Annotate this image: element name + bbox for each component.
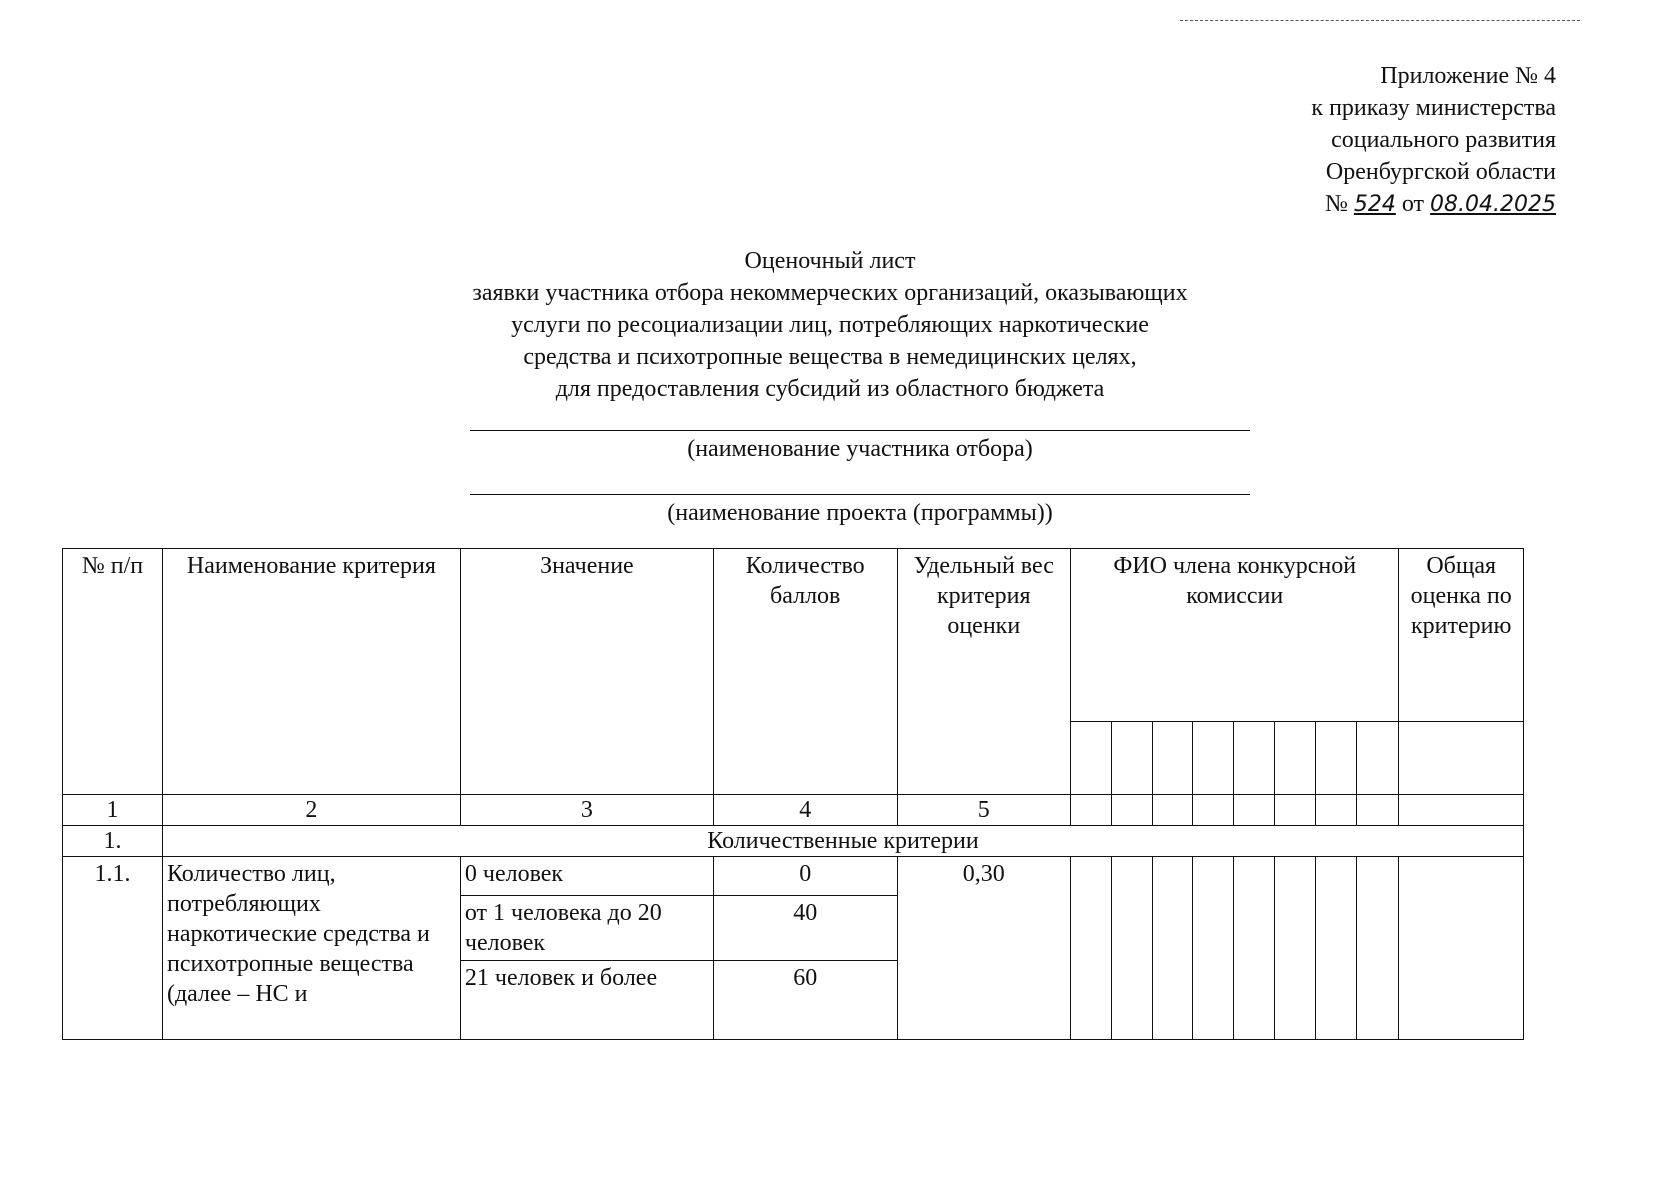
commission-cell (1193, 722, 1234, 795)
option-points: 40 (713, 896, 897, 961)
criterion-name-cell (162, 857, 460, 1040)
commission-cell (1152, 722, 1193, 795)
appendix-block (1311, 60, 1556, 221)
commission-cell (1111, 795, 1152, 826)
commission-cell (1193, 857, 1234, 1040)
order-date-value: 08.04.2025 (1430, 192, 1556, 217)
option-points: 60 (713, 961, 897, 1040)
order-number-label: № (1324, 191, 1348, 217)
option-points: 0 (713, 857, 897, 896)
criterion-row (63, 857, 1524, 896)
option-value: 21 человек и более (460, 961, 713, 1040)
header-weight: Удельный вес критерия оценки (897, 549, 1070, 795)
appendix-line-4: Оренбургской области (1325, 159, 1556, 185)
commission-cell (1070, 857, 1111, 1040)
appendix-line-3: социального развития (1331, 127, 1556, 153)
header-num: № п/п (63, 549, 163, 795)
commission-cell (1234, 857, 1275, 1040)
col-number: 4 (713, 795, 897, 826)
order-number-line (1311, 188, 1556, 221)
project-fill-line (470, 494, 1250, 495)
total-cell (1399, 857, 1524, 1040)
column-number-row (63, 795, 1524, 826)
title-line-3: услуги по ресоциализации лиц, потребляющих наркотические (511, 312, 1149, 338)
order-date-label: от (1401, 191, 1425, 217)
criterion-number: 1.1. (63, 857, 163, 1040)
commission-cell (1274, 722, 1315, 795)
section-title: Количественные критерии (162, 826, 1523, 857)
total-cell (1399, 795, 1524, 826)
header-value: Значение (460, 549, 713, 795)
commission-cell (1070, 722, 1111, 795)
col-number: 1 (63, 795, 163, 826)
commission-cell (1234, 795, 1275, 826)
col-number: 5 (897, 795, 1070, 826)
criterion-name: Количество лиц, потребляющих наркотические средства и психотропные вещества (далее – НС и (166, 861, 430, 1007)
commission-cell (1315, 722, 1356, 795)
appendix-line-1: Приложение № 4 (1380, 63, 1556, 89)
commission-cell (1111, 722, 1152, 795)
document-title (330, 245, 1330, 405)
order-number-value: 524 (1353, 192, 1396, 217)
table-header-row (63, 549, 1524, 722)
commission-cell (1070, 795, 1111, 826)
commission-cell (1152, 795, 1193, 826)
header-criterion: Наименование критерия (162, 549, 460, 795)
header-commission: ФИО члена конкурсной комиссии (1070, 549, 1398, 722)
appendix-line-2: к приказу министерства (1311, 95, 1556, 121)
commission-cell (1315, 857, 1356, 1040)
total-subcell (1399, 722, 1524, 795)
commission-cell (1356, 722, 1399, 795)
criterion-weight: 0,30 (897, 857, 1070, 1040)
section-number: 1. (63, 826, 163, 857)
section-row (63, 826, 1524, 857)
title-line-1: Оценочный лист (744, 248, 916, 274)
title-line-5: для предоставления субсидий из областного бюджета (555, 376, 1105, 402)
evaluation-table (62, 548, 1524, 1040)
commission-cell (1315, 795, 1356, 826)
scan-artifact-line (1180, 20, 1580, 21)
col-number: 2 (162, 795, 460, 826)
commission-cell (1234, 722, 1275, 795)
participant-fill-line (470, 430, 1250, 431)
commission-cell (1356, 857, 1399, 1040)
participant-caption: (наименование участника отбора) (687, 436, 1033, 462)
commission-cell (1274, 795, 1315, 826)
commission-cell (1152, 857, 1193, 1040)
title-line-4: средства и психотропные вещества в немедицинских целях, (523, 344, 1137, 370)
header-points: Количество баллов (713, 549, 897, 795)
commission-cell (1274, 857, 1315, 1040)
option-value: от 1 человека до 20 человек (460, 896, 713, 961)
option-value: 0 человек (460, 857, 713, 896)
col-number: 3 (460, 795, 713, 826)
title-line-2: заявки участника отбора некоммерческих организаций, оказывающих (472, 280, 1188, 306)
commission-cell (1193, 795, 1234, 826)
header-total: Общая оценка по критерию (1399, 549, 1524, 722)
project-caption: (наименование проекта (программы)) (667, 500, 1053, 526)
commission-cell (1356, 795, 1399, 826)
commission-cell (1111, 857, 1152, 1040)
